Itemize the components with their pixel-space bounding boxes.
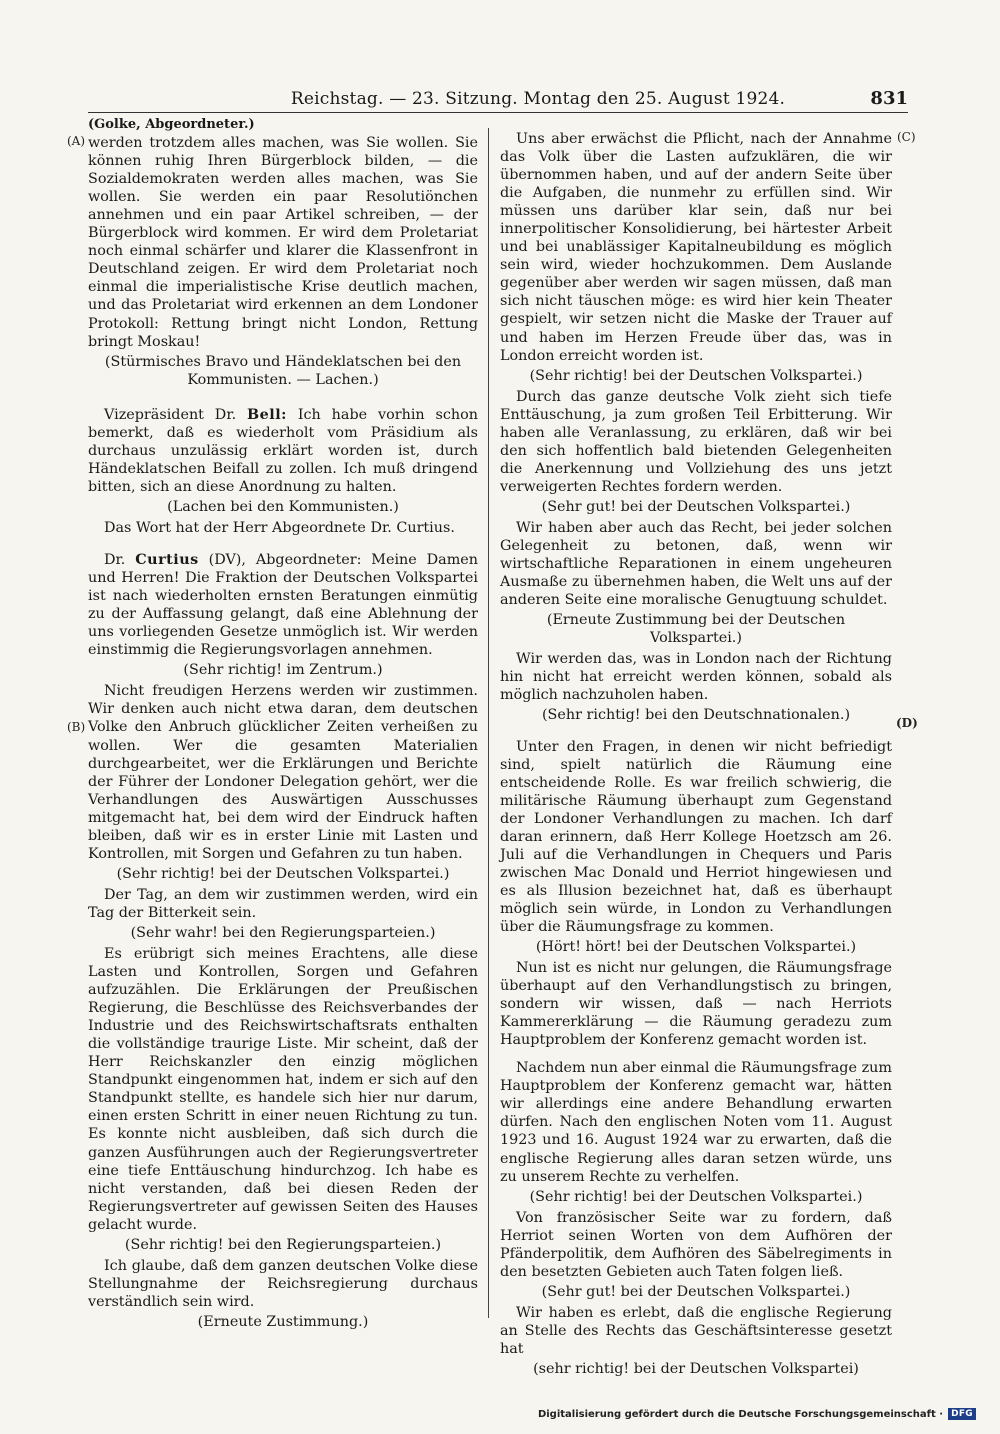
paragraph: Wir haben aber auch das Recht, bei jeder solchen Gelegenheit zu betonen, daß, wenn wir wirtschaftliche Reparationen in einem ungeheuren Ausmaße zu übernehmen haben, die Welt uns auf der anderen Seite eine moralische Genugtuung schuldet. — [500, 519, 892, 609]
reaction: (Sehr wahr! bei den Regierungsparteien.) — [130, 924, 436, 941]
credit-text: Digitalisierung gefördert durch die Deutsche Forschungsgemeinschaft · — [537, 1408, 944, 1420]
right-column — [500, 130, 892, 1381]
paragraph: Nun ist es nicht nur gelungen, die Räumungsfrage überhaupt auf den Verhandlungstisch zu bringen, sondern wir wissen, daß — nach Herriots Kammererklärung — die Räumung geradezu zum Hauptproblem der Konferenz gemacht worden ist. — [500, 960, 892, 1049]
margin-marker-a: (A) — [67, 134, 86, 148]
margin-marker-b: (B) — [67, 720, 86, 734]
paragraph: Unter den Fragen, in denen wir nicht befriedigt sind, spielt natürlich die Räumung eine entscheidende Rolle. Es war freilich schwierig, die militärische Räumung überhaupt zum Gegenstand der Londoner Verhandlungen zu machen. Ich darf daran erinnern, daß Herr Kollege Hoetzsch am 26. Juli auf die Verhandlungen in Chequers und Paris zwischen Mac Donald und Herriot hingewiesen und es als Illusion bezeichnet hat, daß es überhaupt möglich sein würde, in London zu Verhandlungen über die Räumungsfrage zu kommen. — [500, 738, 892, 935]
reaction: (Sehr richtig! bei der Deutschen Volkspartei.) — [529, 1188, 863, 1205]
speaker-name: Curtius — [135, 552, 199, 569]
margin-marker-d: (D) — [896, 716, 918, 730]
paragraph: Dr. Curtius (DV), Abgeordneter: Meine Damen und Herren! Die Fraktion der Deutschen Volkspartei ist nach wiederholten ernsten Beratungen einmütig zu der Auffassung gelangt, daß eine Ablehnung der uns vorliegenden Gesetze unmöglich ist. Wir werden einstimmig die Regierungsvorlagen annehmen. — [88, 552, 479, 659]
reaction: (Sehr richtig! bei der Deutschen Volkspartei.) — [529, 367, 863, 384]
reaction: (Sehr richtig! im Zentrum.) — [183, 662, 383, 679]
page-number: 831 — [870, 88, 908, 109]
paragraph: Wir werden das, was in London nach der Richtung hin nicht hat erreicht werden können, sobald als möglich nachzuholen haben. — [500, 651, 892, 704]
reaction: (Sehr richtig! bei den Deutschnationalen.) — [541, 707, 851, 724]
paragraph: Nicht freudigen Herzens werden wir zustimmen. Wir denken auch nicht etwa daran, dem deutschen Volke den Anbruch glücklicher Zeiten verheißen zu wollen. Wer die gesamten Materialien durchgearbeitet, wer die Erklärungen und Berichte der Führer der Londoner Delegation gehört, wer die Verhandlungen des Auswärtigen Ausschusses mitgemacht hat, bei dem wird der Eindruck haften bleiben, daß wir es in erster Linie mit Lasten und Kontrollen, mit Sorgen und Gefahren zu tun haben. — [88, 683, 478, 862]
paragraph: Uns aber erwächst die Pflicht, nach der Annahme das Volk über die Lasten aufzuklären, die wir übernommen haben, und auf der andern Seite über die Aufgaben, die nunmehr zu erfüllen sind. Wir müssen uns darüber klar sein, daß nur bei innerpolitischer Konsolidierung, bei härtester Arbeit und bei unablässiger Kapitalneubildung es möglich sein wird, wieder hochzukommen. Dem Auslande gegenüber aber werden wir sagen müssen, daß man sich nicht täuschen möge: es wird hier kein Theater gespielt, wir setzen nicht die Maske der Trauer auf und haben im Herzen Freude über das, was in London erreicht worden ist. — [500, 131, 892, 364]
paragraph: Das Wort hat der Herr Abgeordnete Dr. Curtius. — [104, 519, 455, 536]
dfg-logo: DFG — [948, 1408, 976, 1420]
reaction: (Sehr gut! bei der Deutschen Volkspartei.) — [541, 498, 851, 515]
reaction: (Sehr richtig! bei der Deutschen Volkspartei.) — [116, 865, 450, 882]
paragraph: werden trotzdem alles machen, was Sie wollen. Sie können ruhig Ihren Bürgerblock bilden, — die Sozialdemokraten werden alles machen, was Sie wollen. Sie werden ein paar Resolutiönchen annehmen und ein paar Artikel schreiben, — der Bürgerblock wird kommen. Er wird dem Proletariat noch einmal schärfer und klarer die Klassenfront in Deutschland zeigen. Er wird dem Proletariat noch einmal die imperialistische Krise deutlich machen, und das Proletariat wird erkennen an dem Londoner Protokoll: Rettung bringt nicht London, Rettung bringt Moskau! — [88, 135, 478, 350]
paragraph: Nachdem nun aber einmal die Räumungsfrage zum Hauptproblem der Konferenz gemacht war, hätten wir allerdings eine andere Behandlung erwarten dürfen. Nach den englischen Noten vom 11. August 1923 und 16. August 1924 war zu erwarten, daß die englische Regierung alles daran setzen würde, uns zu unserem Rechte zu verhelfen. — [500, 1060, 892, 1185]
reaction: (Erneute Zustimmung.) — [197, 1313, 369, 1330]
reaction: (Erneute Zustimmung bei der Deutschen Volkspartei.) — [546, 612, 846, 647]
paragraph: Der Tag, an dem wir zustimmen werden, wird ein Tag der Bitterkeit sein. — [88, 886, 478, 921]
running-title: Reichstag. — 23. Sitzung. Montag den 25. August 1924. — [290, 89, 786, 109]
page-header — [88, 86, 908, 112]
reaction: (Sehr richtig! bei den Regierungsparteien.) — [124, 1236, 442, 1253]
column-divider — [488, 128, 489, 1318]
speaker-name: Bell: — [247, 406, 287, 423]
margin-marker-c: (C) — [897, 130, 916, 144]
speaker-title: Vizepräsident Dr. — [104, 406, 237, 423]
reaction: (Lachen bei den Kommunisten.) — [167, 498, 399, 515]
digitization-credit — [538, 1408, 976, 1420]
speaker-title: Dr. — [104, 552, 126, 569]
paragraph: Wir haben es erlebt, daß die englische Regierung an Stelle des Rechts das Geschäftsinteresse gesetzt hat — [500, 1304, 892, 1357]
paragraph: Es erübrigt sich meines Erachtens, alle diese Lasten und Kontrollen, Sorgen und Gefahren aufzuzählen. Die Erklärungen der Preußischen Regierung, die Beschlüsse des Reichsverbandes der Industrie und des Reichswirtschaftsrats enthalten die vollständige traurige Liste. Mir scheint, daß der Herr Reichskanzler den einzig möglichen Standpunkt eingenommen hat, indem er sich auf den Standpunkt stellte, es handele sich hier nur darum, einen ersten Schritt in einer neuen Richtung zu tun. Es konnte nicht ausbleiben, daß sich durch die ganzen Ausführungen auch der Regierungsvertreter eine tiefe Enttäuschung hindurchzog. Ich habe es nicht verstanden, daß bei diesen Reden der Regierungsvertreter auf gewissen Seiten des Hauses gelacht wurde. — [88, 946, 478, 1233]
reaction: (sehr richtig! bei der Deutschen Volkspartei) — [533, 1361, 859, 1378]
reaction: (Stürmisches Bravo und Händeklatschen bei den Kommunisten. — Lachen.) — [104, 353, 462, 388]
reaction: (Sehr gut! bei der Deutschen Volkspartei.) — [541, 1283, 851, 1300]
header-rule — [88, 112, 908, 113]
reaction: (Hört! hört! bei der Deutschen Volkspartei.) — [535, 939, 857, 956]
paragraph: Ich glaube, daß dem ganzen deutschen Volke diese Stellungnahme der Reichsregierung durchaus verständlich sein wird. — [88, 1257, 478, 1310]
paragraph: Von französischer Seite war zu fordern, daß Herriot seinen Worten von dem Aufhören der Pfänderpolitik, dem Aufhören des Säbelregiments in den besetzten Gebieten auch Taten folgen ließ. — [500, 1209, 892, 1280]
speaker-label: (Golke, Abgeordneter.) — [88, 117, 255, 132]
left-column — [88, 116, 478, 1334]
paragraph: Vizepräsident Dr. Bell: Ich habe vorhin schon bemerkt, daß es wiederholt vom Präsidium als durchaus unzulässig erklärt worden ist, durch Händeklatschen Beifall zu zollen. Ich muß dringend bitten, sich an diese Anordnung zu halten. — [88, 406, 479, 495]
paragraph: Durch das ganze deutsche Volk zieht sich tiefe Enttäuschung, ja zum großen Teil Erbitterung. Wir haben alle Veranlassung, zu erklären, daß wir bei den sich hoffentlich bald bietenden Gelegenheiten die Anerkennung und Vollziehung des uns jetzt verweigerten Rechtes fordern werden. — [500, 388, 892, 495]
